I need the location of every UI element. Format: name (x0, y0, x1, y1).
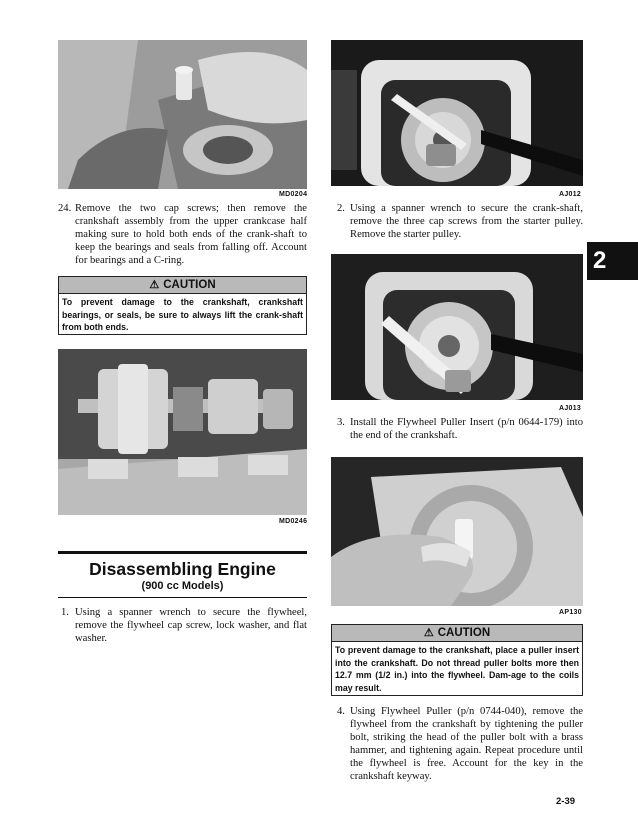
photo-spanner-wrench (331, 40, 583, 186)
section-heading (58, 551, 307, 598)
step-number: 2. (337, 203, 345, 214)
step-text: Using Flywheel Puller (p/n 0744-040), remove the flywheel from the crankshaft by tightening the puller bolt, striking the head of the puller bolt with a brass hammer, and tightening again. Repeat procedure until the flywheel is free. Account for the key in the crankshaft keyway. (350, 706, 583, 782)
section-title: Disassembling Engine (89, 559, 276, 579)
step-text: Install the Flywheel Puller Insert (p/n 0644-179) into the end of the crankshaft. (350, 417, 583, 441)
caution-body (331, 641, 583, 696)
step-4 (337, 705, 583, 783)
step-number: 4. (337, 706, 345, 717)
photo-puller-insert (331, 457, 583, 606)
figure-code: AJ013 (559, 405, 582, 412)
caution-header (331, 624, 583, 642)
step-2 (337, 202, 583, 241)
caution-text: To prevent damage to the crankshaft, crankshaft bearings, or seals, be sure to always lift the crank-shaft from both ends. (62, 297, 303, 333)
chapter-tab: 2 (587, 242, 638, 280)
caution-text: To prevent damage to the crankshaft, place a puller insert into the crankshaft. Do not thread puller bolts more then 12.7 mm (1/2 in.) into the flywheel. Dam-age to the coils may result. (335, 645, 579, 693)
figure-code: MD0246 (279, 518, 308, 525)
step-number: 1. (61, 607, 69, 618)
caution-heading: CAUTION (163, 279, 216, 291)
step-3 (337, 416, 583, 442)
warning-triangle-icon: ⚠ (149, 279, 160, 291)
step-number: 3. (337, 417, 345, 428)
step-text: Using a spanner wrench to secure the crank-shaft, remove the three cap screws from the starter pulley. Remove the starter pulley. (350, 203, 583, 240)
step-number: 24. (58, 203, 72, 214)
page-number: 2-39 (556, 796, 576, 807)
photo-crankshaft-assembly (58, 349, 307, 515)
photo-cap-screws (58, 40, 307, 189)
step-1 (58, 606, 307, 645)
caution-body (58, 293, 307, 335)
section-subtitle: (900 cc Models) (141, 580, 224, 592)
warning-triangle-icon: ⚠ (423, 627, 434, 639)
step-24 (58, 202, 307, 267)
step-text: Remove the two cap screws; then remove the crankshaft assembly from the upper crankcase half making sure to hold both ends of the crank-shaft to keep the bearings and seals from falling off. Account for bearings and a C-ring. (75, 203, 307, 266)
caution-header (58, 276, 307, 294)
figure-code: MD0204 (279, 191, 308, 198)
step-text: Using a spanner wrench to secure the flywheel, remove the flywheel cap screw, lock washer, and flat washer. (75, 607, 307, 644)
figure-code: AJ012 (559, 191, 582, 198)
photo-starter-pulley (331, 254, 583, 400)
figure-code: AP130 (559, 609, 582, 616)
caution-heading: CAUTION (437, 627, 491, 639)
